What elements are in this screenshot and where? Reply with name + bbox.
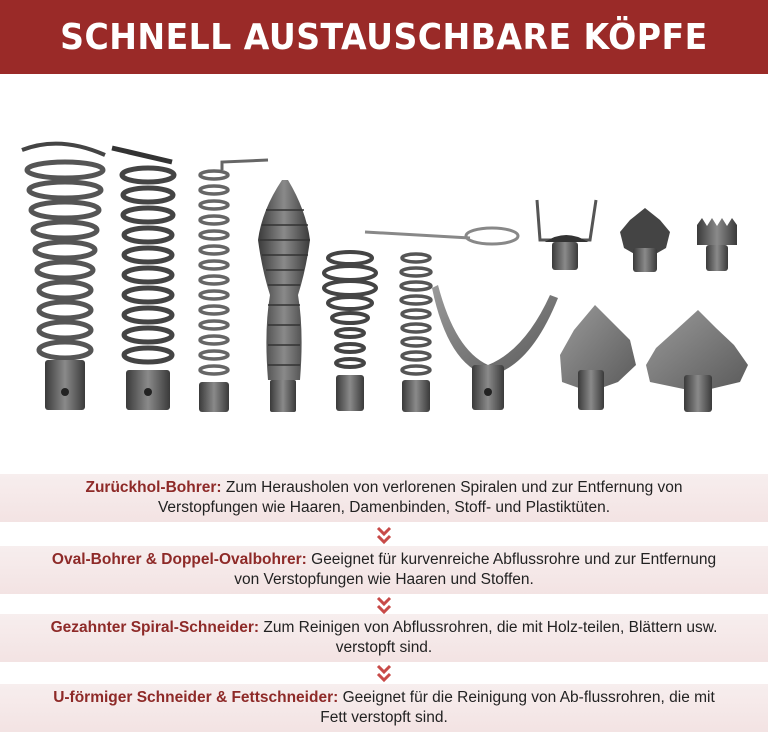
- product-illustration: [0, 120, 768, 430]
- description-body: Geeignet für kurvenreiche Abflussrohre und zur Entfernung von Verstopfungen wie Haaren und Stoffen.: [234, 551, 717, 588]
- description-u-cutter: [0, 684, 768, 732]
- description-text: [39, 618, 729, 658]
- description-toothed-cutter: [0, 614, 768, 662]
- chevron-down-icon: [374, 664, 394, 684]
- chevron-down-icon: [374, 596, 394, 616]
- hole-saw-cutter-icon: [697, 218, 737, 271]
- spade-cutter-small-icon: [537, 200, 596, 270]
- description-retrieval-auger: [0, 474, 768, 522]
- description-body: Zum Reinigen von Abflussrohren, die mit Holz-teilen, Blättern usw. verstopft sind.: [259, 619, 718, 656]
- page-title: SCHNELL AUSTAUSCHBARE KÖPFE: [60, 16, 708, 58]
- description-label: Gezahnter Spiral-Schneider:: [50, 619, 260, 636]
- wide-spade-cutter-icon: [646, 310, 748, 412]
- description-label: Oval-Bohrer & Doppel-Ovalbohrer:: [51, 551, 307, 568]
- spade-blade-cutter-icon: [560, 305, 636, 410]
- spade-cutter-icon: [620, 208, 670, 272]
- description-text: [39, 550, 729, 590]
- description-body: Geeignet für die Reinigung von Ab-flussrohren, die mit Fett verstopft sind.: [320, 689, 715, 726]
- retrieval-auger-icon: [112, 148, 174, 410]
- chevron-down-icon: [374, 526, 394, 546]
- retrieval-auger-large-icon: [22, 144, 105, 410]
- oval-auger-icon: [324, 252, 376, 411]
- description-body: Zum Herausholen von verlorenen Spiralen und zur Entfernung von Verstopfungen wie Haaren, Damenbinden, Stoff- und Plastiktüten.: [157, 479, 683, 516]
- description-label: Zurückhol-Bohrer:: [85, 479, 222, 496]
- straight-spring-auger-icon: [199, 160, 268, 412]
- bulb-auger-icon: [258, 180, 310, 412]
- description-text: [39, 478, 729, 518]
- title-banner: [0, 0, 768, 74]
- u-cutter-icon: [432, 285, 558, 410]
- description-label: U-förmiger Schneider & Fettschneider:: [53, 689, 339, 706]
- description-oval-auger: [0, 546, 768, 594]
- description-text: [39, 688, 729, 728]
